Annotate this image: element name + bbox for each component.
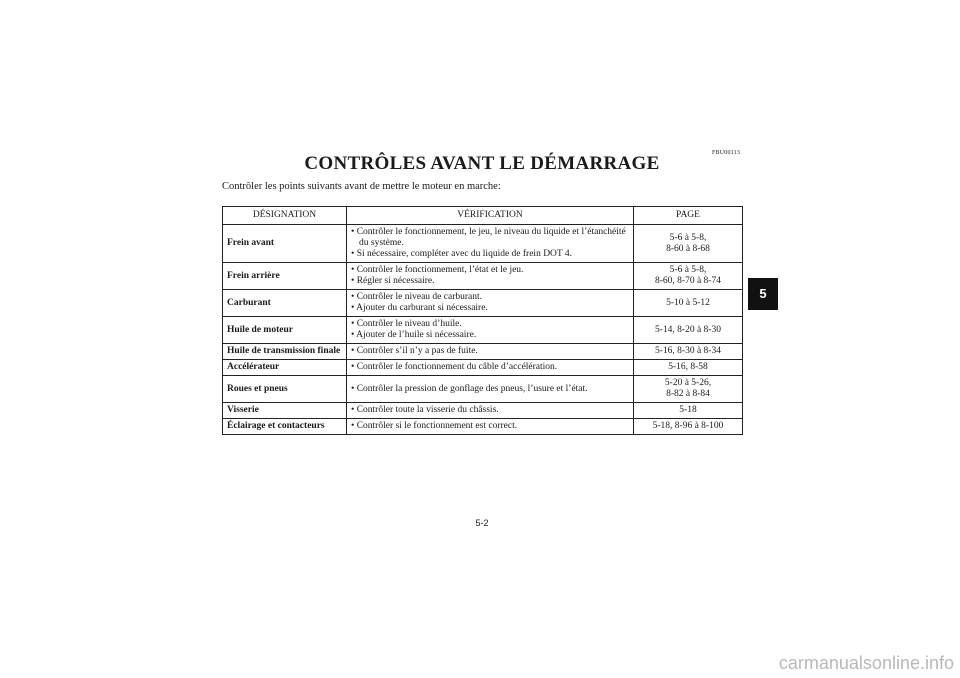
row-verification	[347, 225, 634, 263]
verification-item: • Contrôler le fonctionnement du câble d’accélération.	[351, 362, 558, 372]
verification-item: • Si nécessaire, compléter avec du liquide de frein DOT 4.	[351, 249, 573, 259]
table-header-row	[223, 207, 743, 225]
row-designation: Carburant	[223, 290, 347, 317]
row-verification	[347, 376, 634, 403]
row-page: 5-18	[634, 403, 743, 419]
verification-item: • Régler si nécessaire.	[351, 276, 435, 286]
table-row	[223, 419, 743, 435]
table-row	[223, 290, 743, 317]
verification-item: • Contrôler le niveau d’huile.	[351, 319, 462, 329]
row-verification	[347, 419, 634, 435]
verification-item: • Contrôler la pression de gonflage des pneus, l’usure et l’état.	[351, 383, 588, 394]
row-page: 5-10 à 5-12	[634, 290, 743, 317]
row-verification	[347, 360, 634, 376]
footer-watermark: carmanualsonline.info	[778, 653, 954, 673]
row-designation: Visserie	[223, 403, 347, 419]
row-page: 5-20 à 5-26, 8-82 à 8-84	[634, 376, 743, 403]
header-verification: VÉRIFICATION	[347, 207, 634, 225]
table-row	[223, 344, 743, 360]
row-verification	[347, 290, 634, 317]
table-row	[223, 376, 743, 403]
verification-item: • Contrôler le fonctionnement, l’état et le jeu.	[351, 265, 524, 275]
header-designation: DÉSIGNATION	[223, 207, 347, 225]
verification-item: • Ajouter du carburant si nécessaire.	[351, 303, 488, 313]
table-row	[223, 360, 743, 376]
verification-item: • Ajouter de l’huile si nécessaire.	[351, 330, 477, 340]
table-row	[223, 263, 743, 290]
page-number: 5-2	[475, 518, 489, 528]
row-designation: Huile de transmission finale	[223, 344, 347, 360]
row-designation: Frein arrière	[223, 263, 347, 290]
row-page: 5-18, 8-96 à 8-100	[634, 419, 743, 435]
row-designation: Roues et pneus	[223, 376, 347, 403]
row-designation: Accélérateur	[223, 360, 347, 376]
row-page: 5-16, 8-30 à 8-34	[634, 344, 743, 360]
table-row	[223, 225, 743, 263]
verification-item: • Contrôler le fonctionnement, le jeu, le niveau du liquide et l’étanchéité du système.	[351, 227, 626, 248]
row-page: 5-16, 8-58	[634, 360, 743, 376]
intro-text: Contrôler les points suivants avant de mettre le moteur en marche:	[222, 181, 501, 192]
verification-item: • Contrôler le niveau de carburant.	[351, 292, 482, 302]
row-verification	[347, 344, 634, 360]
page-title: CONTRÔLES AVANT LE DÉMARRAGE	[304, 153, 660, 174]
row-verification	[347, 403, 634, 419]
row-page: 5-6 à 5-8, 8-60 à 8-68	[634, 225, 743, 263]
row-page: 5-6 à 5-8, 8-60, 8-70 à 8-74	[634, 263, 743, 290]
document-code: FBU00113	[712, 150, 741, 156]
table-row	[223, 317, 743, 344]
verification-item: • Contrôler toute la visserie du châssis.	[351, 405, 499, 415]
row-verification	[347, 263, 634, 290]
verification-item: • Contrôler si le fonctionnement est correct.	[351, 421, 518, 431]
checks-table	[222, 206, 743, 435]
row-page: 5-14, 8-20 à 8-30	[634, 317, 743, 344]
row-designation: Huile de moteur	[223, 317, 347, 344]
chapter-tab: 5	[748, 278, 778, 310]
table-row	[223, 403, 743, 419]
header-page: PAGE	[634, 207, 743, 225]
row-verification	[347, 317, 634, 344]
verification-item: • Contrôler s’il n’y a pas de fuite.	[351, 346, 478, 356]
row-designation: Éclairage et contacteurs	[223, 419, 347, 435]
row-designation: Frein avant	[223, 225, 347, 263]
